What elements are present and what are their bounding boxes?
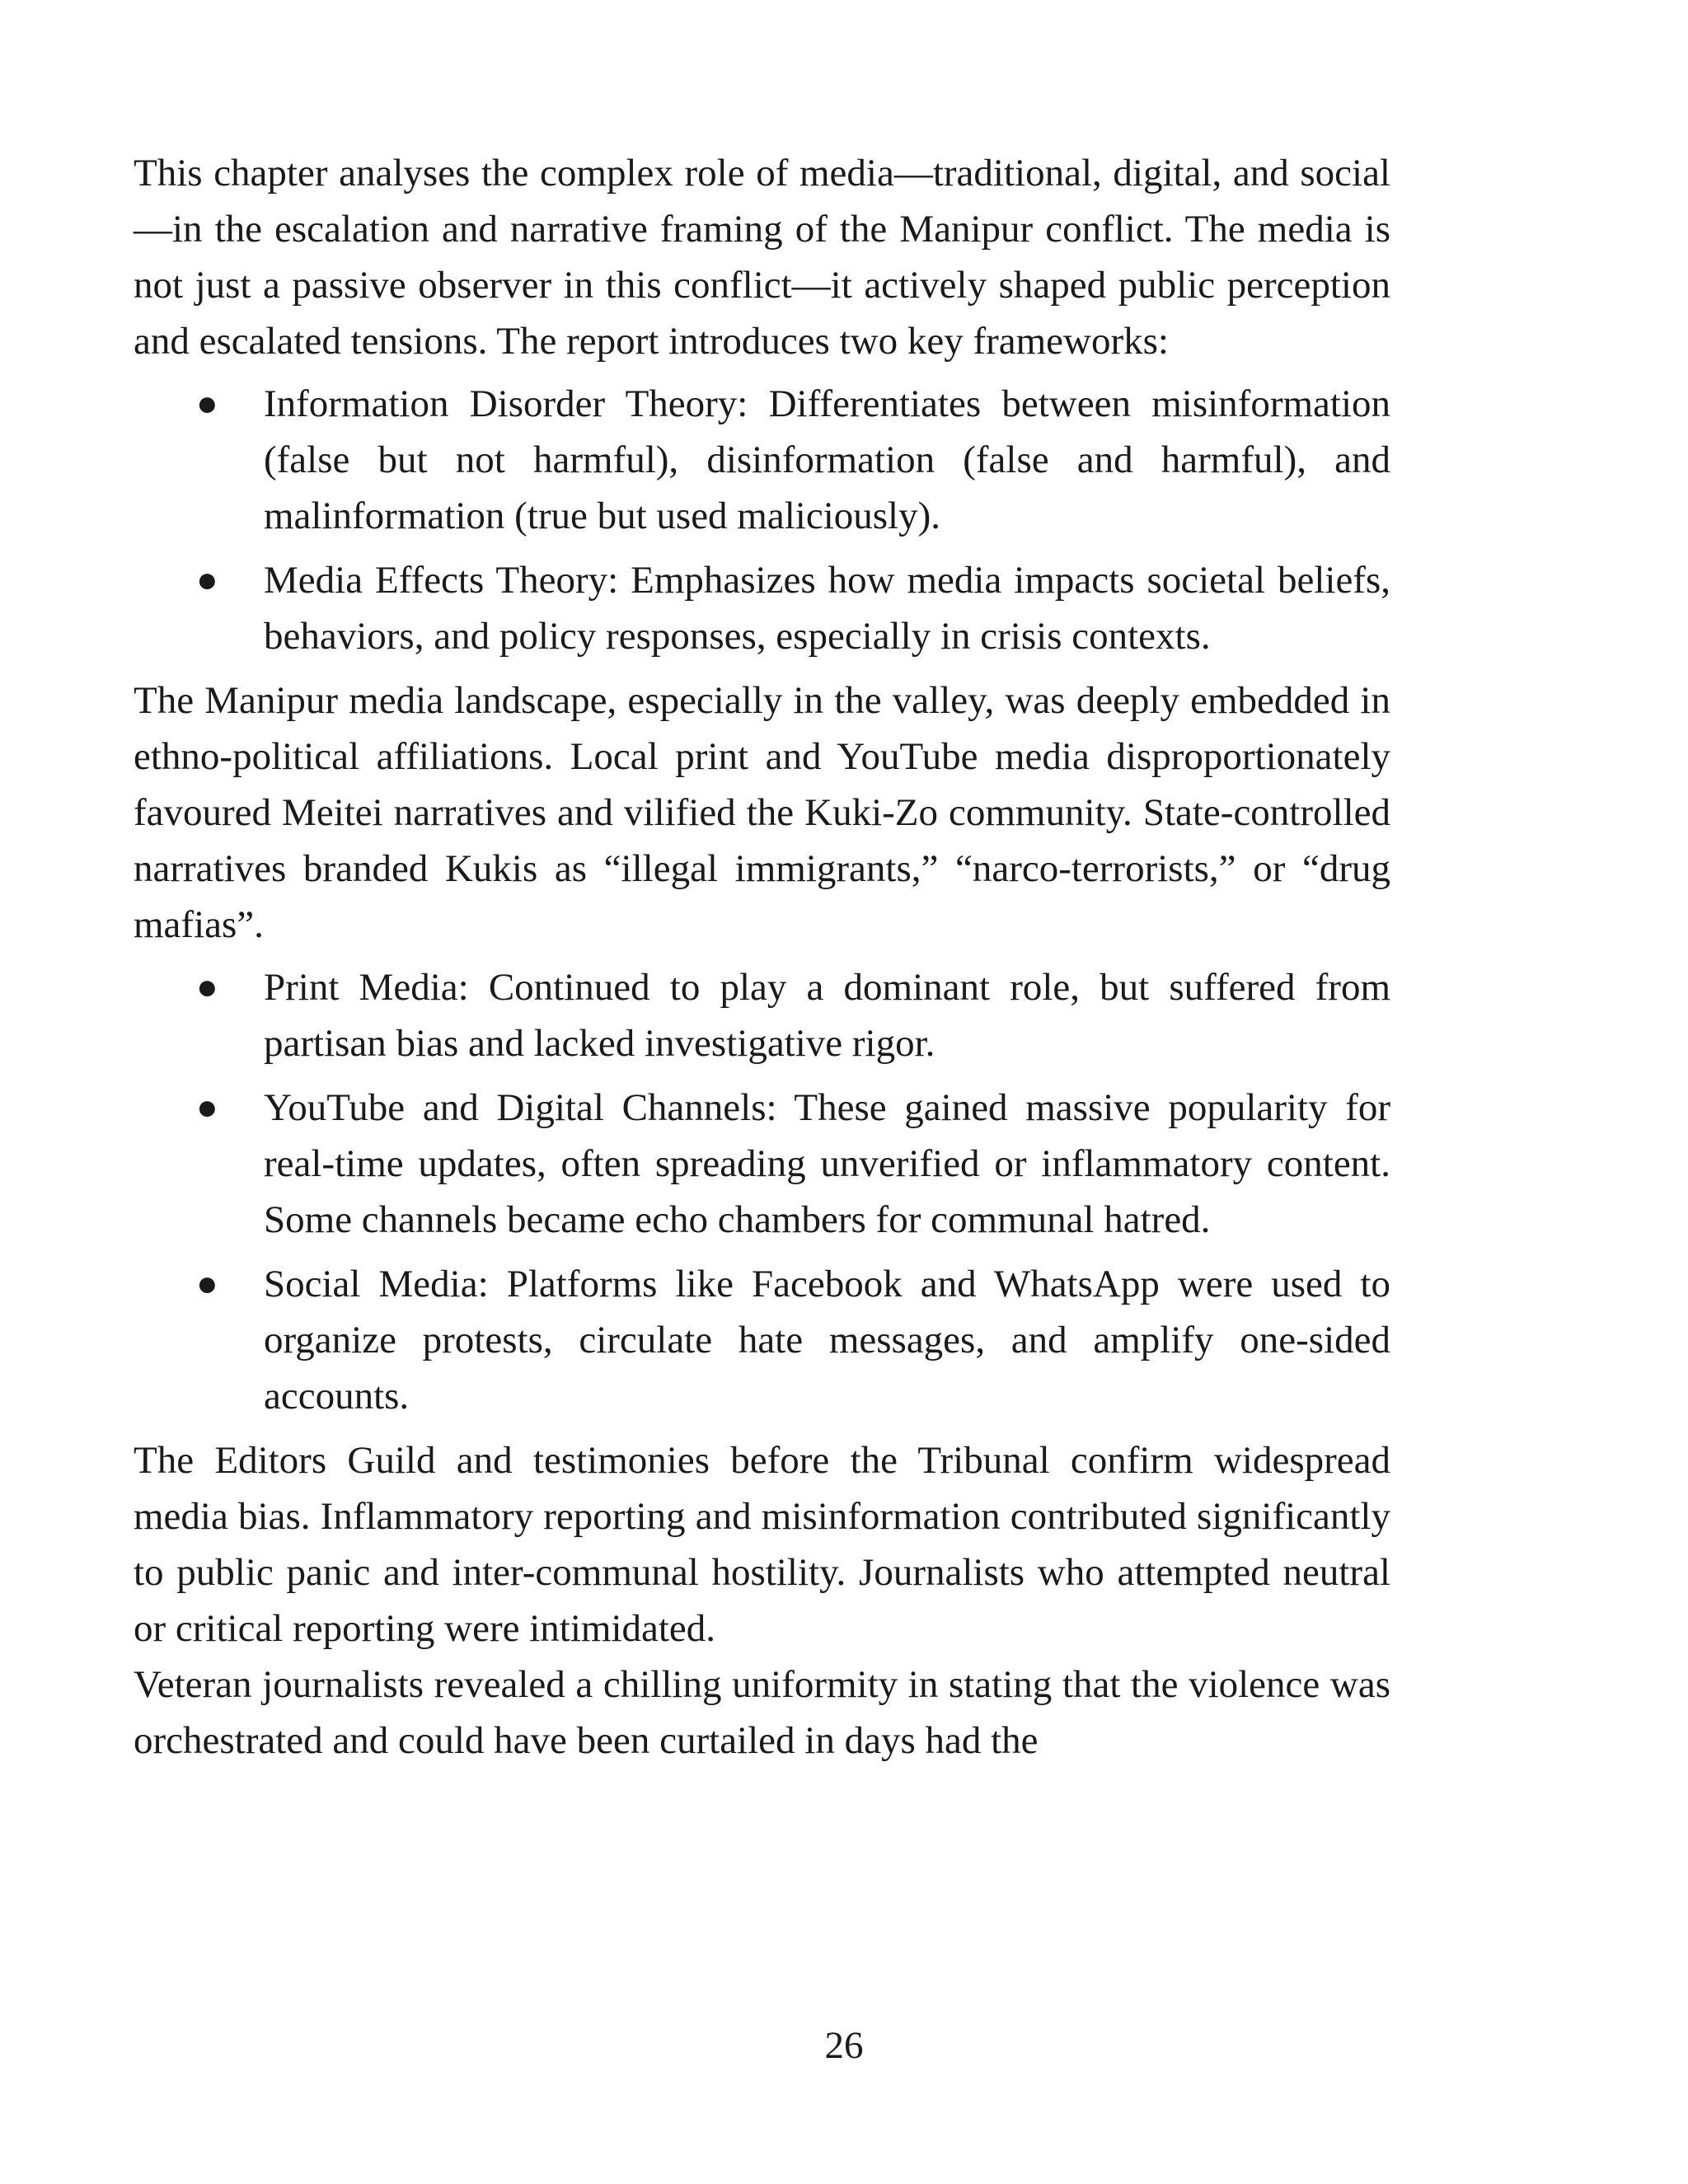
frameworks-list	[134, 376, 1390, 664]
paragraph-editors: The Editors Guild and testimonies before the Tribunal confirm widespread media bias. Inflammatory reporting and misinformation contributed significantly to public panic and inter-communal hostility. Journalists who attempted neutral or critical reporting were intimidated.	[134, 1439, 1390, 1650]
bullet-icon: ●	[196, 383, 218, 424]
paragraph-veteran: Veteran journalists revealed a chilling uniformity in stating that the violence was orchestrated and could have been curtailed in days had the	[134, 1663, 1390, 1762]
list-item-text: Emphasizes how media impacts societal beliefs, behaviors, and policy responses, especially in crisis contexts.	[264, 559, 1390, 658]
bullet-icon: ●	[196, 560, 218, 600]
page-body	[134, 145, 1390, 1769]
bullet-icon: ●	[196, 967, 218, 1007]
paragraph-intro: This chapter analyses the complex role of media—traditional, digital, and social—in the escalation and narrative framing of the Manipur conflict. The media is not just a passive observer in this conflict—it actively shaped public perception and escalated tensions. The report introduces two key frameworks:	[134, 152, 1390, 363]
list-item	[196, 959, 1390, 1071]
media-types-list	[134, 959, 1390, 1424]
list-item-text: Print Media: Continued to play a dominant role, but suffered from partisan bias and lacked investigative rigor.	[264, 966, 1390, 1065]
page-number: 26	[824, 2024, 864, 2067]
list-item-term: Information Disorder Theory:	[264, 382, 748, 425]
bullet-icon: ●	[196, 1087, 218, 1127]
list-item	[196, 376, 1391, 544]
list-item	[196, 552, 1390, 664]
list-item-text: YouTube and Digital Channels: These gained massive popularity for real-time updates, often spreading unverified or inflammatory content. Some channels became echo chambers for communal hatred.	[264, 1086, 1390, 1241]
list-item	[196, 1256, 1390, 1424]
list-item-text: Social Media: Platforms like Facebook and WhatsApp were used to organize protests, circulate hate messages, and amplify one-sided accounts.	[264, 1263, 1390, 1418]
bullet-icon: ●	[196, 1263, 218, 1304]
list-item-term: Media Effects Theory:	[264, 559, 619, 602]
list-item-text: Differentiates between misinformation (false but not harmful), disinformation (false and harmful), and malinformation (true but used maliciously).	[264, 382, 1391, 537]
list-item	[196, 1080, 1390, 1248]
paragraph-landscape: The Manipur media landscape, especially in the valley, was deeply embedded in ethno-political affiliations. Local print and YouTube media disproportionately favoured Meitei narratives and vilified the Kuki-Zo community. State-controlled narratives branded Kukis as “illegal immigrants,” “narco-terrorists,” or “drug mafias”.	[134, 679, 1390, 946]
